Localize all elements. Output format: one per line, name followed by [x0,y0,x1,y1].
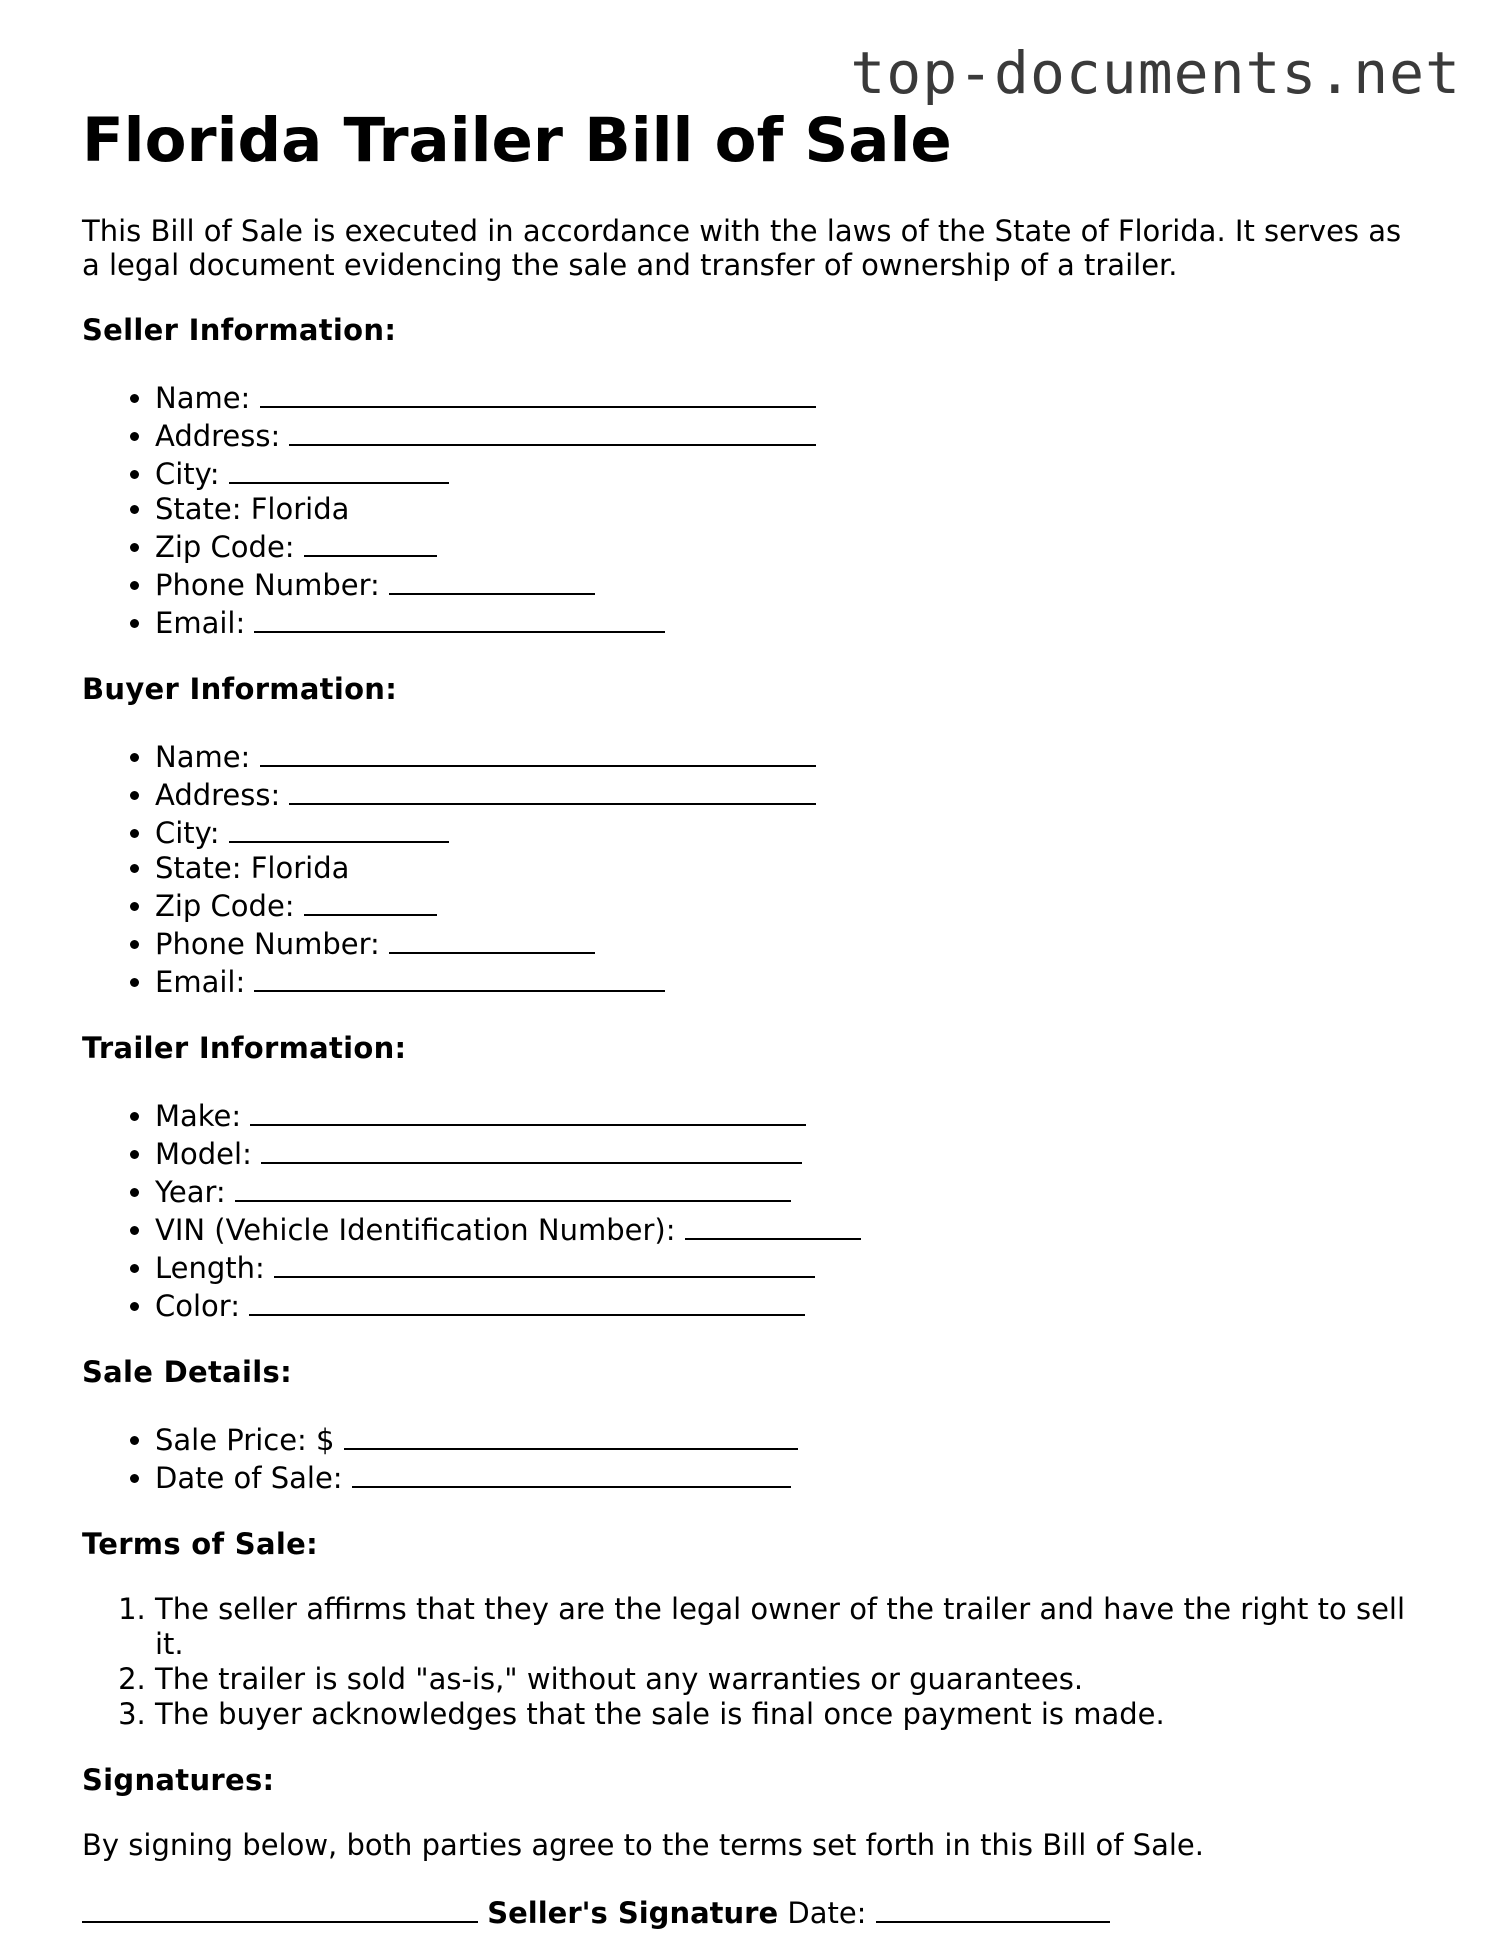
signatures-section [82,1763,1422,1930]
list-item [155,1096,1422,1134]
list-item [155,924,1422,962]
sale-price-field[interactable] [344,1420,798,1450]
trailer-length-label: Length: [155,1251,265,1285]
signature-date-field[interactable] [876,1893,1110,1923]
signatures-heading: Signatures: [82,1763,275,1797]
list-item [155,1458,1422,1496]
seller-email-field[interactable] [254,603,665,633]
sale-price-label: Sale Price: $ [155,1423,335,1457]
buyer-city-field[interactable] [229,813,449,843]
list-item [155,416,1422,454]
seller-address-field[interactable] [289,416,816,446]
buyer-phone-field[interactable] [389,924,595,954]
seller-city-label: City: [155,457,220,491]
seller-name-label: Name: [155,381,251,415]
buyer-name-label: Name: [155,740,251,774]
sale-section [82,1355,1422,1496]
document-title: Florida Trailer Bill of Sale [82,105,952,176]
buyer-heading: Buyer Information: [82,672,398,706]
list-item [155,603,1422,641]
trailer-make-label: Make: [155,1099,242,1133]
buyer-zip-label: Zip Code: [155,889,295,923]
buyer-phone-label: Phone Number: [155,927,380,961]
list-item: 3. The buyer acknowledges that the sale is final once payment is made. [155,1697,1422,1732]
buyer-email-field[interactable] [254,962,665,992]
buyer-section [82,672,1422,1000]
trailer-vin-field[interactable] [685,1210,861,1240]
list-item [155,492,1422,527]
trailer-color-field[interactable] [249,1286,805,1316]
trailer-heading: Trailer Information: [82,1031,407,1065]
buyer-email-label: Email: [155,965,246,999]
seller-city-field[interactable] [229,454,449,484]
list-item [155,737,1422,775]
trailer-year-field[interactable] [235,1172,791,1202]
list-item [155,1248,1422,1286]
trailer-year-label: Year: [155,1175,226,1209]
trailer-color-label: Color: [155,1289,240,1323]
watermark: top-documents.net [850,39,1461,107]
seller-signature-field[interactable] [82,1893,478,1923]
terms-section [82,1527,1422,1732]
trailer-length-field[interactable] [274,1248,815,1278]
buyer-address-field[interactable] [289,775,816,805]
list-item [155,378,1422,416]
list-item [155,962,1422,1000]
list-item [155,886,1422,924]
trailer-section [82,1031,1422,1324]
seller-list [82,378,1422,641]
seller-signature-line [82,1893,1422,1930]
list-item [155,851,1422,886]
sale-date-label: Date of Sale: [155,1461,343,1495]
sale-list [82,1420,1422,1496]
trailer-model-field[interactable] [261,1134,802,1164]
list-item [155,565,1422,603]
sale-heading: Sale Details: [82,1355,292,1389]
seller-phone-field[interactable] [389,565,595,595]
seller-heading: Seller Information: [82,313,397,347]
seller-state-label: State: Florida [155,492,350,526]
buyer-city-label: City: [155,816,220,850]
signature-date-label: Date: [787,1896,867,1930]
buyer-state-label: State: Florida [155,851,350,885]
list-item: 2. The trailer is sold "as-is," without any warranties or guarantees. [155,1662,1422,1697]
list-item [155,1286,1422,1324]
trailer-make-field[interactable] [250,1096,806,1126]
buyer-name-field[interactable] [260,737,816,767]
list-item [155,454,1422,492]
seller-phone-label: Phone Number: [155,568,380,602]
seller-address-label: Address: [155,419,281,453]
list-item [155,1134,1422,1172]
seller-email-label: Email: [155,606,246,640]
buyer-address-label: Address: [155,778,281,812]
signatures-text: By signing below, both parties agree to the terms set forth in this Bill of Sale. [82,1828,1204,1862]
list-item [155,813,1422,851]
trailer-model-label: Model: [155,1137,252,1171]
list-item [155,775,1422,813]
seller-section [82,313,1422,641]
seller-zip-label: Zip Code: [155,530,295,564]
terms-list [82,1592,1422,1732]
seller-zip-field[interactable] [304,527,437,557]
terms-heading: Terms of Sale: [82,1527,318,1561]
list-item [155,527,1422,565]
buyer-zip-field[interactable] [304,886,437,916]
document [82,104,1422,1930]
list-item [155,1420,1422,1458]
list-item: 1. The seller affirms that they are the legal owner of the trailer and have the right to sell it. [155,1592,1422,1662]
sale-date-field[interactable] [352,1458,791,1488]
seller-signature-label: Seller's Signature [487,1896,779,1930]
trailer-list [82,1096,1422,1324]
list-item [155,1172,1422,1210]
intro-paragraph: This Bill of Sale is executed in accordance with the laws of the State of Florida. It serves as a legal document evidencing the sale and transfer of ownership of a trailer. [82,214,1402,282]
trailer-vin-label: VIN (Vehicle Identification Number): [155,1213,676,1247]
seller-name-field[interactable] [260,378,816,408]
buyer-list [82,737,1422,1000]
list-item [155,1210,1422,1248]
